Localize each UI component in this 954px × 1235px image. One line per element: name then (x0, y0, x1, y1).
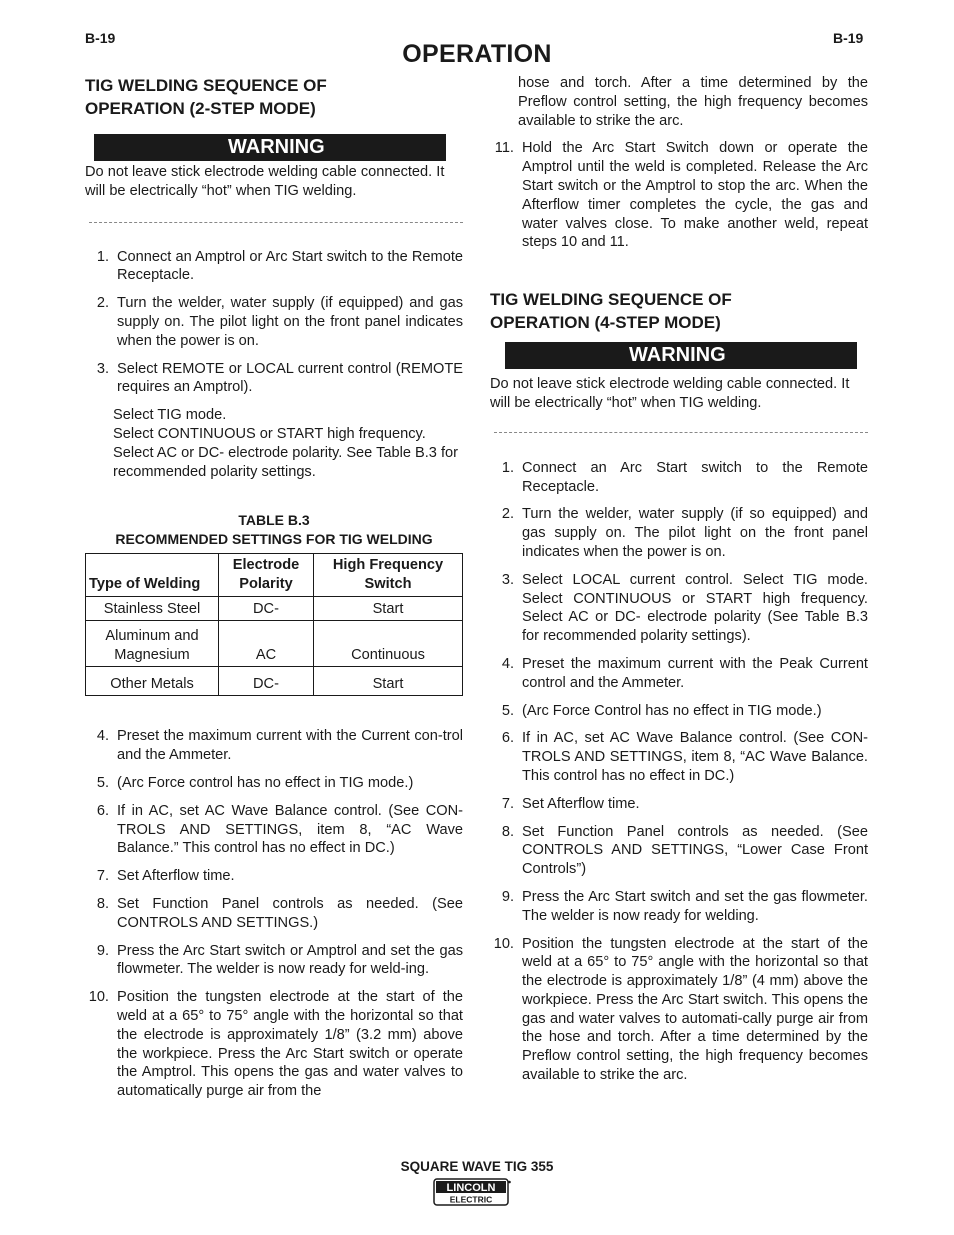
step-number: 9. (501, 888, 514, 905)
step-text: Set Afterflow time. (117, 868, 235, 885)
step-number: 4. (96, 728, 109, 745)
step-number: 8. (501, 823, 514, 840)
step-number: 10. (493, 935, 514, 952)
list-item (490, 459, 868, 497)
table-cell: Start (314, 597, 463, 621)
steps-list-b (85, 727, 463, 1101)
lincoln-electric-logo (433, 1178, 511, 1206)
dashed-divider (494, 432, 868, 433)
step-number: 6. (501, 730, 514, 747)
table-cell: Start (314, 667, 463, 696)
list-item (490, 888, 868, 926)
table-row (86, 597, 463, 621)
table-cell: Other Metals (86, 667, 219, 696)
step-text: Connect an Amptrol or Arc Start switch to the Remote Receptacle. (117, 248, 463, 284)
list-item (490, 571, 868, 646)
sub-steps (113, 406, 463, 481)
sub-step-line: Select TIG mode. (113, 407, 227, 424)
step-number: 7. (96, 868, 109, 885)
step-text: Select LOCAL current control. Select TIG mode. Select CONTINUOUS or START high frequency. Select AC or DC- electrode polarity (See Table B.3 for recommended polarity settings). (522, 571, 868, 645)
page-number-left: B-19 (85, 30, 116, 46)
list-item (85, 294, 463, 350)
step-number: 8. (96, 895, 109, 912)
step-text: Preset the maximum current with the Peak Current control and the Ammeter. (522, 655, 868, 691)
table-cell: AC (219, 621, 314, 667)
table-caption-number: TABLE B.3 (238, 512, 310, 529)
list-item (85, 942, 463, 980)
list-item (490, 795, 868, 814)
left-column (85, 74, 463, 1101)
warning-banner (94, 134, 446, 161)
settings-table (85, 553, 463, 696)
table-row (86, 621, 463, 667)
step-text: Press the Arc Start switch or Amptrol and set the gas flowmeter. The welder is now ready for weld-ing. (117, 942, 463, 978)
table-header-row (86, 554, 463, 597)
list-item (490, 823, 868, 879)
list-item (85, 248, 463, 286)
table-cell: DC- (219, 597, 314, 621)
step-text: Select REMOTE or LOCAL current control (REMOTE requires an Amptrol). (117, 360, 463, 396)
step-text: Turn the welder, water supply (if so equipped) and gas supply on. The pilot light on the front panel indicates when the power is on. (522, 506, 868, 560)
step-number: 2. (501, 506, 514, 523)
list-item (490, 729, 868, 785)
step-text: Preset the maximum current with the Current con-trol and the Ammeter. (117, 728, 463, 764)
footer-product-name: SQUARE WAVE TIG 355 (400, 1159, 554, 1174)
step-text: Set Afterflow time. (522, 795, 640, 812)
step-text: Hold the Arc Start Switch down or operate the Amptrol until the weld is completed. Release the Arc Start switch or the Amptrol to stop the arc. When the Afterflow timer completes the cycle, the gas and water valves close. To make another weld, repeat steps 10 and 11. (522, 140, 868, 251)
step-number: 2. (96, 295, 109, 312)
logo-text-electric: ELECTRIC (449, 1194, 493, 1205)
step-number: 9. (96, 942, 109, 959)
list-item (85, 802, 463, 858)
table-cell: Stainless Steel (86, 597, 219, 621)
steps-list-4-step (490, 459, 868, 1085)
step-text: Position the tungsten electrode at the start of the weld at a 65° to 75° angle with the horizontal so that the electrode is approximately 1/8” (3.2 mm) above the workpiece. Press the Arc Start switch or operate the Amptrol. This opens the gas and water valves to automatically purge air from the (117, 989, 463, 1100)
step-text: Turn the welder, water supply (if equipped) and gas supply on. The pilot light on the front panel indicates when the power is on. (117, 295, 463, 349)
logo-text-lincoln: LINCOLN (446, 1182, 496, 1194)
list-item (490, 139, 868, 252)
list-item (490, 505, 868, 561)
step-number: 6. (96, 802, 109, 819)
step-number: 3. (501, 571, 514, 588)
list-item (85, 727, 463, 765)
warning-banner (505, 342, 857, 369)
table-cell: Aluminum and Magnesium (86, 621, 219, 667)
warning-label: WARNING (228, 136, 325, 158)
sub-step-line: Select CONTINUOUS or START high frequency. (113, 425, 426, 442)
step-number: 5. (501, 702, 514, 719)
step-text: If in AC, set AC Wave Balance control. (See CON-TROLS AND SETTINGS, item 8, “AC Wave Balance. This control has no effect in DC.) (522, 730, 868, 784)
step-text: (Arc Force Control has no effect in TIG mode.) (522, 702, 822, 719)
step-number: 5. (96, 774, 109, 791)
step-number: 1. (501, 459, 514, 476)
step-number: 10. (88, 989, 109, 1006)
step-text: Set Function Panel controls as needed. (See CONTROLS AND SETTINGS, “Lower Case Front Controls”) (522, 823, 868, 878)
step-number: 4. (501, 655, 514, 672)
list-item (85, 867, 463, 886)
step-text: Connect an Arc Start switch to the Remote Receptacle. (522, 459, 868, 495)
step-number: 1. (96, 248, 109, 265)
list-item (85, 895, 463, 933)
continuation-text: hose and torch. After a time determined by the Preflow control setting, the high frequency becomes available to strike the arc. (518, 75, 868, 129)
step-text: If in AC, set AC Wave Balance control. (See CON-TROLS AND SETTINGS, item 8, “AC Wave Balance.” This control has no effect in DC.) (117, 802, 463, 857)
list-item (85, 988, 463, 1101)
step-text: Set Function Panel controls as needed. (See CONTROLS AND SETTINGS.) (117, 895, 463, 931)
page-title: OPERATION (402, 40, 552, 68)
section-heading-2-step: TIG WELDING SEQUENCE OF OPERATION (2-STEP MODE) (85, 76, 327, 118)
warning-label: WARNING (629, 344, 726, 367)
step-number: 7. (501, 795, 514, 812)
table-header-cell: Electrode Polarity (219, 554, 314, 597)
right-column (490, 74, 868, 1085)
step-text: (Arc Force control has no effect in TIG mode.) (117, 774, 414, 791)
page-number-right: B-19 (833, 30, 864, 46)
table-cell: Continuous (314, 621, 463, 667)
step-number: 3. (96, 360, 109, 377)
table-row (86, 667, 463, 696)
table-header-cell: Type of Welding (86, 554, 219, 597)
step-text: Position the tungsten electrode at the start of the weld at a 65° to 75° angle with the horizontal so that the electrode is approximately 1/8” (4 mm) above the workpiece. Press the Arc Start switch. This opens the gas and water valves to automati-cally purge air from the hose and torch. After a time determined by the Preflow control setting, the high frequency becomes available to strike the arc. (522, 935, 868, 1084)
list-item (85, 774, 463, 793)
warning-text: Do not leave stick electrode welding cable connected. It will be electrically “hot” when TIG welding. (490, 376, 850, 411)
table-header-cell: High Frequency Switch (314, 554, 463, 597)
step-number: 11. (494, 140, 514, 157)
section-heading-4-step: TIG WELDING SEQUENCE OF OPERATION (4-STEP MODE) (490, 290, 732, 333)
warning-text: Do not leave stick electrode welding cable connected. It will be electrically “hot” when TIG welding. (85, 164, 445, 199)
step-text: Press the Arc Start switch and set the gas flowmeter. The welder is now ready for welding. (522, 888, 868, 924)
dashed-divider (89, 222, 463, 223)
table-cell: DC- (219, 667, 314, 696)
list-item (490, 702, 868, 721)
list-item (490, 935, 868, 1085)
table-caption-title: RECOMMENDED SETTINGS FOR TIG WELDING (115, 530, 433, 547)
steps-list-a (85, 248, 463, 398)
list-item (490, 655, 868, 693)
list-item (85, 360, 463, 398)
sub-step-line: Select AC or DC- electrode polarity. See Table B.3 for recommended polarity settings. (113, 444, 459, 480)
